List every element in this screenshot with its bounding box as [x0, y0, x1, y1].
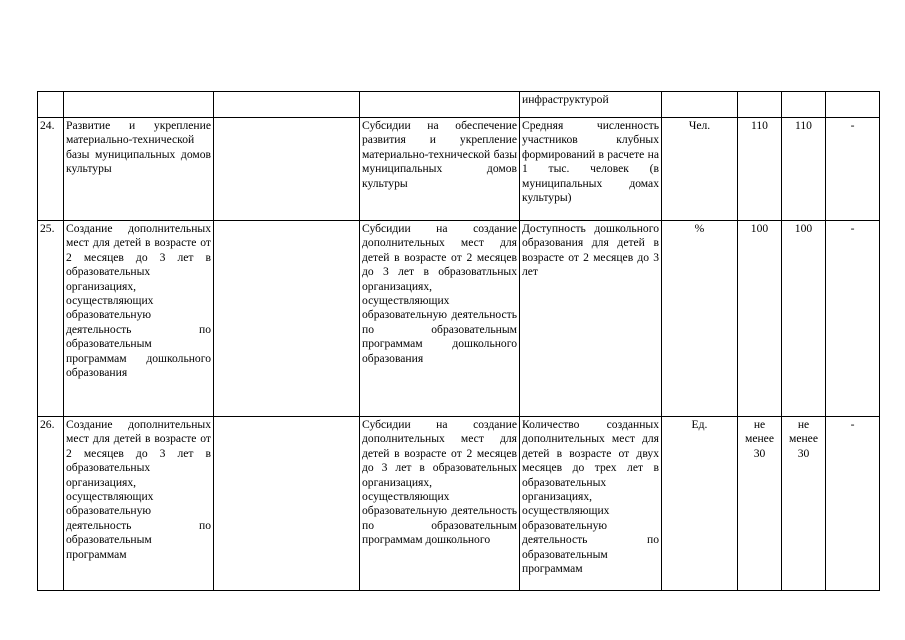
value-cell-3: -	[826, 221, 880, 417]
unit-cell: %	[662, 221, 738, 417]
row-number: 26.	[38, 417, 64, 591]
empty-cell	[214, 118, 360, 221]
measure-name	[64, 92, 214, 118]
value-cell-3: -	[826, 417, 880, 591]
value-cell-2: не менее 30	[782, 417, 826, 591]
subsidy-name	[360, 92, 520, 118]
subsidy-name: Субсидии на обеспечение развития и укрепление материально-технической базы муниципальных домов культуры	[360, 118, 520, 221]
unit-cell: Чел.	[662, 118, 738, 221]
unit-cell: Ед.	[662, 417, 738, 591]
value-cell-3	[826, 92, 880, 118]
value-cell-1: не менее 30	[738, 417, 782, 591]
empty-cell	[214, 417, 360, 591]
row-number: 25.	[38, 221, 64, 417]
row-number	[38, 92, 64, 118]
indicator-name: Средняя численность участников клубных формирований в расчете на 1 тыс. человек (в муниципальных домах культуры)	[520, 118, 662, 221]
value-cell-1	[738, 92, 782, 118]
value-cell-2: 100	[782, 221, 826, 417]
table-row	[38, 118, 880, 221]
row-number: 24.	[38, 118, 64, 221]
empty-cell	[214, 92, 360, 118]
value-cell-3: -	[826, 118, 880, 221]
indicator-name: Доступность дошкольного образования для детей в возрасте от 2 месяцев до 3 лет	[520, 221, 662, 417]
value-cell-2: 110	[782, 118, 826, 221]
table-row	[38, 92, 880, 118]
value-cell-1: 110	[738, 118, 782, 221]
measure-name: Создание дополнительных мест для детей в возрасте от 2 месяцев до 3 лет в образовательных организациях, осуществляющих образовательную деятельность по образовательным программам дошкольного образования	[64, 221, 214, 417]
table-row	[38, 417, 880, 591]
value-cell-1: 100	[738, 221, 782, 417]
subsidy-name: Субсидии на создание дополнительных мест для детей в возрасте от 2 месяцев до 3 лет в образоватльных организациях, осуществляющих образовательную деятельность по образовательным программам дошкольного образования	[360, 221, 520, 417]
subsidy-name: Субсидии на создание дополнительных мест для детей в возрасте от 2 месяцев до 3 лет в образовательных организациях, осуществляющих образовательную деятельность по образовательным программам дошкольного	[360, 417, 520, 591]
table-row	[38, 221, 880, 417]
measure-name: Развитие и укрепление материально-технической базы муниципальных домов культуры	[64, 118, 214, 221]
unit-cell	[662, 92, 738, 118]
program-table	[37, 91, 880, 591]
indicator-name: инфраструктурой	[520, 92, 662, 118]
measure-name: Создание дополнительных мест для детей в возрасте от 2 месяцев до 3 лет в образовательных организациях, осуществляющих образовательную деятельность по образовательным программам	[64, 417, 214, 591]
indicator-name: Количество созданных дополнительных мест для детей в возрасте от двух месяцев до трех лет в образовательных организациях, осуществляющих образовательную деятельность по образовательным программам	[520, 417, 662, 591]
empty-cell	[214, 221, 360, 417]
value-cell-2	[782, 92, 826, 118]
